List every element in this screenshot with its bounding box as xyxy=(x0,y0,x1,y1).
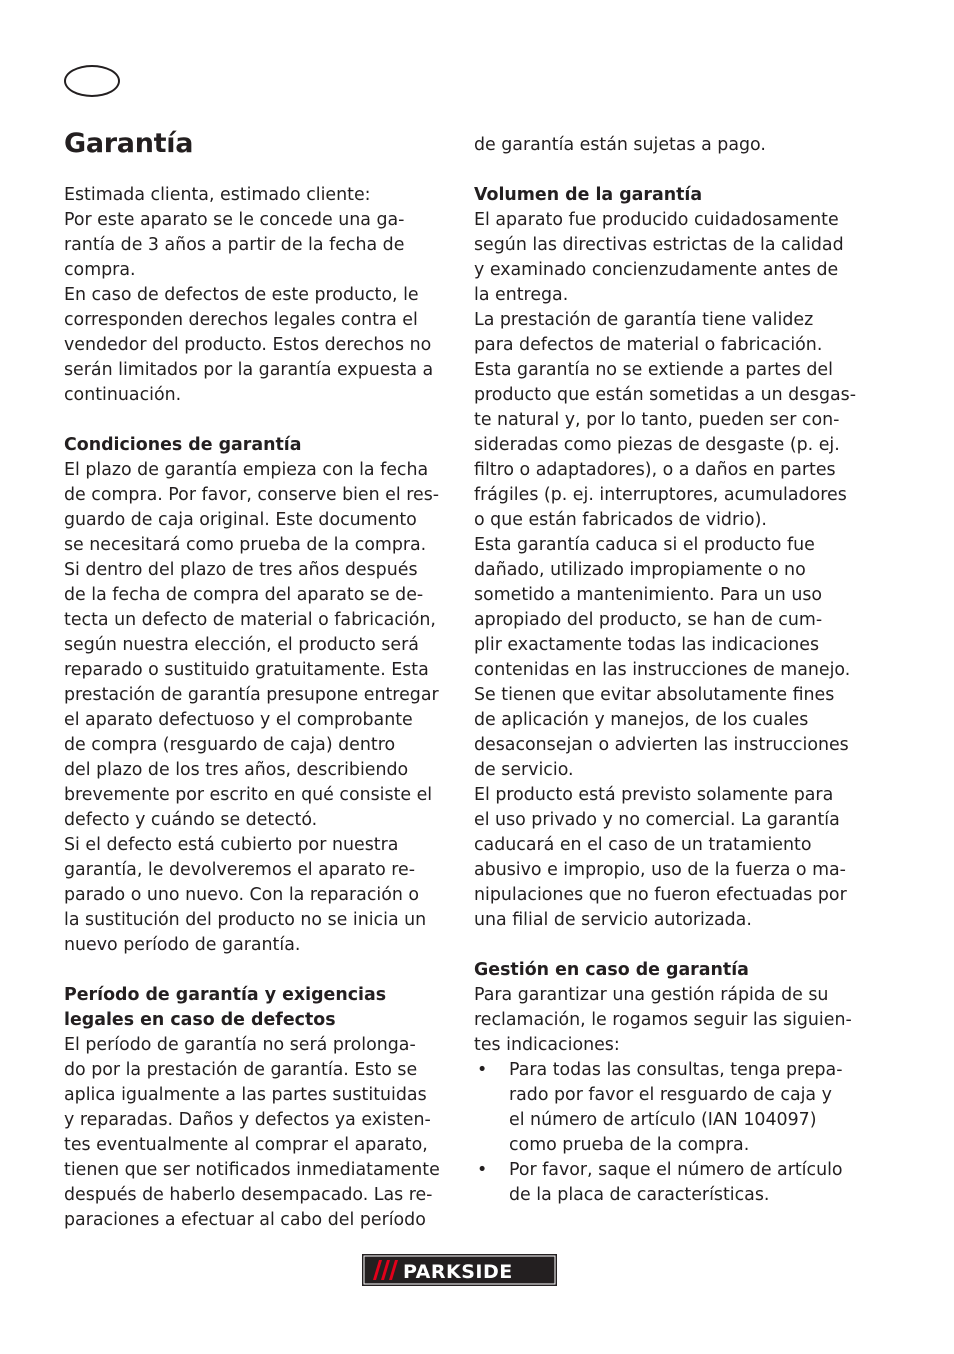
text-line: contenidas en las instrucciones de manejo. xyxy=(474,660,851,680)
text-line: el aparato defectuoso y el comprobante xyxy=(64,710,413,730)
text-line: te natural y, por lo tanto, pueden ser con- xyxy=(474,410,840,430)
text-line: compra. xyxy=(64,260,136,280)
text-line: plir exactamente todas las indicaciones xyxy=(474,635,820,655)
paragraph-gap xyxy=(64,958,456,983)
conditions-heading: Condiciones de garantía xyxy=(64,435,302,455)
text-line: Por este aparato se le concede una ga- xyxy=(64,210,405,230)
paragraph-gap xyxy=(64,408,456,433)
parkside-logo xyxy=(362,1254,557,1286)
text-line: el uso privado y no comercial. La garantía xyxy=(474,810,840,830)
text-line: tienen que ser notificados inmediatamente xyxy=(64,1160,440,1180)
bullet-line xyxy=(474,1158,866,1183)
text-line: rantía de 3 años a partir de la fecha de xyxy=(64,235,405,255)
text-line: o que están fabricados de vidrio). xyxy=(474,510,767,530)
text-line: rado por favor el resguardo de caja y xyxy=(509,1085,832,1105)
text-line: la sustitución del producto no se inicia un xyxy=(64,910,427,930)
text-line: defecto y cuándo se detectó. xyxy=(64,810,318,830)
text-line: reclamación, le rogamos seguir las siguien- xyxy=(474,1010,852,1030)
text-line: parado o uno nuevo. Con la reparación o xyxy=(64,885,420,905)
bullet-line xyxy=(474,1108,866,1133)
text-line: El aparato fue producido cuidadosamente xyxy=(474,210,839,230)
text-line: aplica igualmente a las partes sustituidas xyxy=(64,1085,427,1105)
bullet-line xyxy=(474,1083,866,1108)
text-line: desaconsejan o advierten las instrucciones xyxy=(474,735,849,755)
text-line: Esta garantía caduca si el producto fue xyxy=(474,535,815,555)
text-line: y reparadas. Daños y defectos ya existen- xyxy=(64,1110,431,1130)
right-column xyxy=(474,133,866,1208)
text-line: Para garantizar una gestión rápida de su xyxy=(474,985,829,1005)
bullet-list xyxy=(474,1058,866,1208)
text-line: dañado, utilizado impropiamente o no xyxy=(474,560,806,580)
bullet-item xyxy=(474,1058,866,1158)
text-line: producto que están sometidas a un desgas- xyxy=(474,385,856,405)
text-line: una filial de servicio autorizada. xyxy=(474,910,752,930)
bullet-line xyxy=(474,1133,866,1158)
conditions-paragraph xyxy=(64,458,456,958)
logo-wordmark: PARKSIDE xyxy=(403,1261,513,1283)
text-line: frágiles (p. ej. interruptores, acumuladores xyxy=(474,485,847,505)
text-line: tes indicaciones: xyxy=(474,1035,620,1055)
paragraph-gap xyxy=(474,933,866,958)
paragraph-gap xyxy=(474,158,866,183)
text-line: paraciones a efectuar al cabo del período xyxy=(64,1210,426,1230)
text-line: de compra. Por favor, conserve bien el res- xyxy=(64,485,440,505)
text-line: después de haberlo desempacado. Las re- xyxy=(64,1185,433,1205)
page-title: Garantía xyxy=(64,128,194,159)
text-line: filtro o adaptadores), o a daños en partes xyxy=(474,460,836,480)
handling-heading: Gestión en caso de garantía xyxy=(474,960,749,980)
text-line: tecta un defecto de material o fabricación, xyxy=(64,610,436,630)
language-marker-oval xyxy=(64,65,120,97)
period-heading: Período de garantía y exigencias xyxy=(64,985,387,1005)
text-line: y examinado concienzudamente antes de xyxy=(474,260,839,280)
text-line: Para todas las consultas, tenga prepa- xyxy=(509,1060,843,1080)
continuation-line: de garantía están sujetas a pago. xyxy=(474,135,766,155)
text-line: Se tienen que evitar absolutamente fines xyxy=(474,685,835,705)
text-line: como prueba de la compra. xyxy=(509,1135,750,1155)
text-line: de la fecha de compra del aparato se de- xyxy=(64,585,424,605)
bullet-item xyxy=(474,1158,866,1208)
text-line: sometido a mantenimiento. Para un uso xyxy=(474,585,823,605)
bullet-line xyxy=(474,1183,866,1208)
text-line: Por favor, saque el número de artículo xyxy=(509,1160,843,1180)
text-line: apropiado del producto, se han de cum- xyxy=(474,610,823,630)
text-line: brevemente por escrito en qué consiste el xyxy=(64,785,433,805)
intro-paragraph xyxy=(64,183,456,408)
text-line: de la placa de características. xyxy=(509,1185,770,1205)
text-line: de aplicación y manejos, de los cuales xyxy=(474,710,809,730)
scope-heading: Volumen de la garantía xyxy=(474,185,703,205)
text-line: abusivo e impropio, uso de la fuerza o ma- xyxy=(474,860,846,880)
text-line: caducará en el caso de un tratamiento xyxy=(474,835,812,855)
text-line: según las directivas estrictas de la calidad xyxy=(474,235,844,255)
text-line: según nuestra elección, el producto será xyxy=(64,635,419,655)
text-line: Esta garantía no se extiende a partes del xyxy=(474,360,833,380)
left-column xyxy=(64,183,456,1233)
text-line: se necesitará como prueba de la compra. xyxy=(64,535,427,555)
text-line: tes eventualmente al comprar el aparato, xyxy=(64,1135,428,1155)
text-line: En caso de defectos de este producto, le xyxy=(64,285,419,305)
text-line: Estimada clienta, estimado cliente: xyxy=(64,185,371,205)
period-paragraph xyxy=(64,1033,456,1233)
text-line: sideradas como piezas de desgaste (p. ej. xyxy=(474,435,840,455)
bullet-dot-icon: • xyxy=(477,1060,488,1080)
text-line: Si dentro del plazo de tres años después xyxy=(64,560,418,580)
text-line: la entrega. xyxy=(474,285,569,305)
period-heading: legales en caso de defectos xyxy=(64,1010,336,1030)
text-line: El plazo de garantía empieza con la fecha xyxy=(64,460,429,480)
text-line: El producto está previsto solamente para xyxy=(474,785,834,805)
text-line: El período de garantía no será prolonga- xyxy=(64,1035,416,1055)
bullet-dot-icon: • xyxy=(477,1160,488,1180)
text-line: prestación de garantía presupone entregar xyxy=(64,685,439,705)
text-line: garantía, le devolveremos el aparato re- xyxy=(64,860,416,880)
handling-paragraph xyxy=(474,983,866,1058)
text-line: del plazo de los tres años, describiendo xyxy=(64,760,409,780)
text-line: serán limitados por la garantía expuesta a xyxy=(64,360,434,380)
text-line: continuación. xyxy=(64,385,182,405)
scope-paragraph xyxy=(474,208,866,933)
text-line: para defectos de material o fabricación. xyxy=(474,335,823,355)
text-line: el número de artículo (IAN 104097) xyxy=(509,1110,817,1130)
text-line: guardo de caja original. Este documento xyxy=(64,510,417,530)
text-line: do por la prestación de garantía. Esto se xyxy=(64,1060,418,1080)
text-line: de compra (resguardo de caja) dentro xyxy=(64,735,396,755)
text-line: La prestación de garantía tiene validez xyxy=(474,310,814,330)
text-line: nuevo período de garantía. xyxy=(64,935,301,955)
text-line: nipulaciones que no fueron efectuadas por xyxy=(474,885,847,905)
text-line: Si el defecto está cubierto por nuestra xyxy=(64,835,399,855)
text-line: corresponden derechos legales contra el xyxy=(64,310,418,330)
text-line: reparado o sustituido gratuitamente. Esta xyxy=(64,660,429,680)
bullet-line xyxy=(474,1058,866,1083)
text-line: vendedor del producto. Estos derechos no xyxy=(64,335,432,355)
text-line: de servicio. xyxy=(474,760,574,780)
